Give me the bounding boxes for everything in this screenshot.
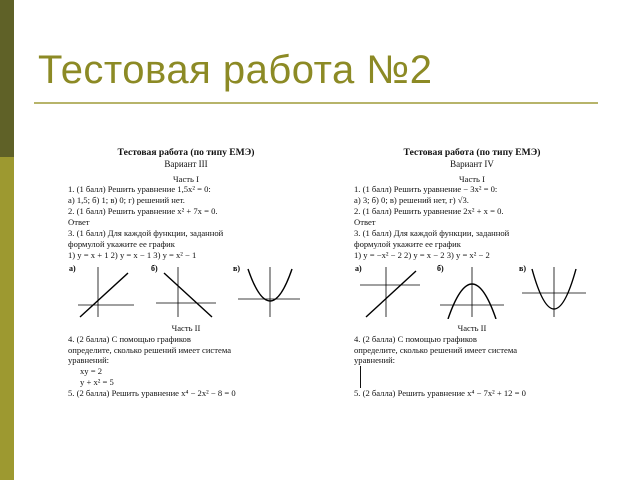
graph-c-plot (232, 263, 304, 319)
graph-c-plot (518, 263, 590, 319)
graph-b-plot (150, 263, 222, 319)
question-1-options: а) 1,5; б) 1; в) 0; г) решений нет. (68, 195, 185, 206)
graph-c (232, 263, 304, 319)
graph-a (354, 263, 426, 319)
graph-b (150, 263, 222, 319)
graph-b (436, 263, 508, 319)
slide-title: Тестовая работа №2 (38, 48, 433, 92)
graph-b-line (164, 273, 212, 317)
graph-row (354, 263, 590, 319)
test-heading: Тестовая работа (по типу ЕМЭ) (117, 147, 255, 158)
part-1-label: Часть I (173, 173, 199, 184)
graph-a-label: а) (69, 263, 76, 273)
question-4: 4. (2 балла) С помощью графиков (68, 333, 191, 344)
graph-a-plot (68, 263, 140, 319)
part-2-label: Часть II (457, 322, 487, 333)
system-equation-2: y + x² = 5 (80, 377, 114, 388)
test-variant-3 (68, 147, 304, 399)
graph-b-label: б) (151, 263, 158, 273)
test-heading: Тестовая работа (по типу ЕМЭ) (403, 147, 541, 158)
question-3: 3. (1 балл) Для каждой функции, заданной (68, 228, 224, 239)
graph-a (68, 263, 140, 319)
question-4-continued: определите, сколько решений имеет система (68, 344, 232, 355)
question-2: 2. (1 балл) Решить уравнение x² + 7x = 0. (68, 206, 218, 217)
question-4: 4. (2 балла) С помощью графиков (354, 333, 477, 344)
graph-a-label: а) (355, 263, 362, 273)
sidebar-band-top (0, 0, 14, 157)
question-1-options: а) 3; б) 0; в) решений нет, г) √3. (354, 195, 469, 206)
title-underline (34, 102, 598, 104)
graph-b-label: б) (437, 263, 444, 273)
variant-label: Вариант III (164, 158, 208, 169)
question-4-continued-2: уравнений: (354, 355, 396, 366)
question-1: 1. (1 балл) Решить уравнение − 3x² = 0: (354, 184, 498, 195)
question-3: 3. (1 балл) Для каждой функции, заданной (354, 228, 510, 239)
sidebar-band-bottom (0, 157, 14, 480)
question-3-continued: формулой укажите ее график (354, 238, 461, 249)
part-2-label: Часть II (171, 322, 201, 333)
question-2: 2. (1 балл) Решить уравнение 2x² + x = 0. (354, 206, 504, 217)
question-1: 1. (1 балл) Решить уравнение 1,5x² = 0: (68, 184, 211, 195)
test-variant-4 (354, 147, 590, 399)
graph-b-plot (436, 263, 508, 319)
graph-a-plot (354, 263, 426, 319)
question-4-continued: определите, сколько решений имеет система (354, 344, 518, 355)
question-3-continued: формулой укажите ее график (68, 238, 175, 249)
question-3-functions: 1) y = −x² − 2 2) y = x − 2 3) y = x² − 2 (354, 249, 490, 260)
graph-c-label: в) (519, 263, 526, 273)
answer-label: Ответ (68, 217, 90, 228)
part-1-label: Часть I (459, 173, 485, 184)
variant-label: Вариант IV (450, 158, 494, 169)
question-5: 5. (2 балла) Решить уравнение x⁴ − 7x² + 12 = 0 (354, 388, 526, 399)
graph-c (518, 263, 590, 319)
system-brace (360, 366, 590, 388)
system-equation-1: xy = 2 (80, 366, 103, 377)
question-3-functions: 1) y = x + 1 2) y = x − 1 3) y = x² − 1 (68, 249, 197, 260)
graph-a-line (80, 273, 128, 317)
graph-row (68, 263, 304, 319)
question-5: 5. (2 балла) Решить уравнение x⁴ − 2x² − 8 = 0 (68, 388, 236, 399)
graph-a-line (366, 271, 416, 317)
graph-c-label: в) (233, 263, 240, 273)
question-4-continued-2: уравнений: (68, 355, 110, 366)
answer-label: Ответ (354, 217, 376, 228)
